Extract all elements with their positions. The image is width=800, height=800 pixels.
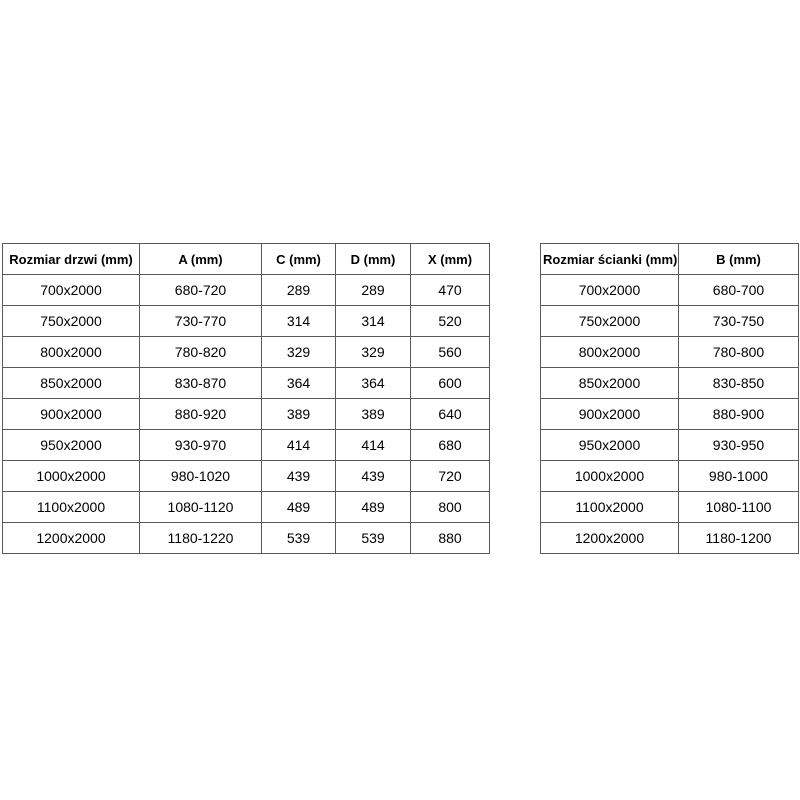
table-cell: 800x2000: [541, 337, 679, 368]
column-header: C (mm): [262, 244, 336, 275]
door-size-table-body: [3, 275, 490, 554]
table-cell: 980-1000: [679, 461, 799, 492]
table-cell: 1100x2000: [3, 492, 140, 523]
table-row: [541, 523, 799, 554]
table-cell: 1000x2000: [3, 461, 140, 492]
table-cell: 1180-1200: [679, 523, 799, 554]
table-cell: 489: [262, 492, 336, 523]
table-cell: 950x2000: [3, 430, 140, 461]
table-cell: 364: [336, 368, 411, 399]
table-row: [3, 337, 490, 368]
table-cell: 560: [411, 337, 490, 368]
table-row: [541, 399, 799, 430]
table-cell: 640: [411, 399, 490, 430]
table-cell: 750x2000: [3, 306, 140, 337]
table-row: [541, 461, 799, 492]
table-cell: 439: [262, 461, 336, 492]
table-cell: 414: [262, 430, 336, 461]
table-cell: 900x2000: [3, 399, 140, 430]
table-cell: 600: [411, 368, 490, 399]
table-cell: 680-700: [679, 275, 799, 306]
table-cell: 800x2000: [3, 337, 140, 368]
header-row: [541, 244, 799, 275]
table-cell: 730-770: [140, 306, 262, 337]
door-size-table-header: [3, 244, 490, 275]
table-cell: 539: [262, 523, 336, 554]
table-cell: 880-920: [140, 399, 262, 430]
table-cell: 414: [336, 430, 411, 461]
column-header: B (mm): [679, 244, 799, 275]
table-cell: 520: [411, 306, 490, 337]
table-cell: 780-820: [140, 337, 262, 368]
table-row: [541, 430, 799, 461]
table-cell: 289: [262, 275, 336, 306]
wall-size-table: [540, 243, 799, 554]
table-cell: 439: [336, 461, 411, 492]
table-row: [3, 399, 490, 430]
wall-size-table-header: [541, 244, 799, 275]
column-header: Rozmiar drzwi (mm): [3, 244, 140, 275]
table-cell: 1000x2000: [541, 461, 679, 492]
table-cell: 730-750: [679, 306, 799, 337]
table-cell: 680: [411, 430, 490, 461]
header-row: [3, 244, 490, 275]
table-cell: 680-720: [140, 275, 262, 306]
table-cell: 329: [262, 337, 336, 368]
table-cell: 700x2000: [3, 275, 140, 306]
table-cell: 880-900: [679, 399, 799, 430]
column-header: D (mm): [336, 244, 411, 275]
table-row: [3, 275, 490, 306]
table-cell: 314: [336, 306, 411, 337]
table-cell: 800: [411, 492, 490, 523]
table-row: [541, 368, 799, 399]
column-header: Rozmiar ścianki (mm): [541, 244, 679, 275]
table-cell: 950x2000: [541, 430, 679, 461]
table-cell: 289: [336, 275, 411, 306]
table-row: [541, 306, 799, 337]
table-row: [3, 492, 490, 523]
table-cell: 850x2000: [541, 368, 679, 399]
table-cell: 1100x2000: [541, 492, 679, 523]
table-row: [3, 523, 490, 554]
column-header: X (mm): [411, 244, 490, 275]
table-row: [3, 461, 490, 492]
table-cell: 780-800: [679, 337, 799, 368]
table-cell: 850x2000: [3, 368, 140, 399]
table-cell: 830-850: [679, 368, 799, 399]
table-cell: 720: [411, 461, 490, 492]
table-cell: 900x2000: [541, 399, 679, 430]
table-row: [541, 337, 799, 368]
table-cell: 489: [336, 492, 411, 523]
table-cell: 1080-1120: [140, 492, 262, 523]
table-row: [3, 306, 490, 337]
table-cell: 539: [336, 523, 411, 554]
table-row: [3, 368, 490, 399]
table-row: [541, 492, 799, 523]
door-size-table: [2, 243, 490, 554]
table-cell: 314: [262, 306, 336, 337]
column-header: A (mm): [140, 244, 262, 275]
table-cell: 329: [336, 337, 411, 368]
table-cell: 980-1020: [140, 461, 262, 492]
table-cell: 830-870: [140, 368, 262, 399]
table-cell: 700x2000: [541, 275, 679, 306]
table-row: [3, 430, 490, 461]
table-cell: 880: [411, 523, 490, 554]
table-cell: 1200x2000: [541, 523, 679, 554]
table-cell: 1200x2000: [3, 523, 140, 554]
table-cell: 1080-1100: [679, 492, 799, 523]
wall-size-table-body: [541, 275, 799, 554]
table-cell: 750x2000: [541, 306, 679, 337]
table-cell: 930-950: [679, 430, 799, 461]
table-cell: 930-970: [140, 430, 262, 461]
table-cell: 389: [262, 399, 336, 430]
table-cell: 1180-1220: [140, 523, 262, 554]
table-cell: 389: [336, 399, 411, 430]
table-cell: 364: [262, 368, 336, 399]
table-row: [541, 275, 799, 306]
table-cell: 470: [411, 275, 490, 306]
